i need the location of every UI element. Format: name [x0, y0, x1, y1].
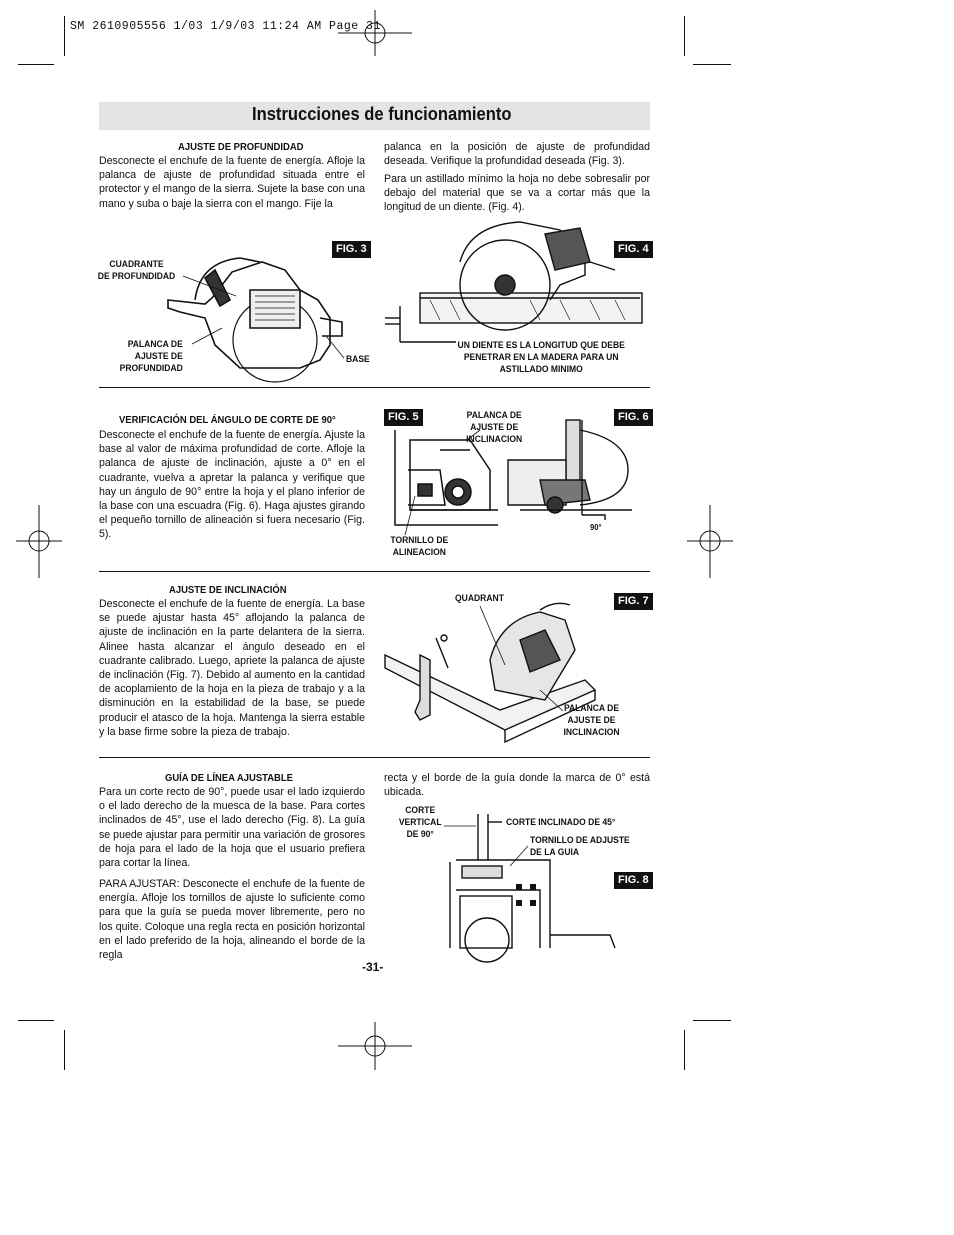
line-guide-text-right: recta y el borde de la guía donde la marca de 0° está ubicada.	[384, 772, 650, 799]
page-number: -31-	[362, 960, 384, 974]
fig8-label-vertical-cut: CORTE VERTICAL DE 90°	[398, 805, 442, 840]
heading-bevel-adjustment: AJUSTE DE INCLINACIÓN	[169, 584, 287, 596]
fig7-tag: FIG. 7	[614, 593, 653, 610]
print-slug: SM 2610905556 1/03 1/9/03 11:24 AM Page 31	[70, 20, 381, 33]
fig5-tag: FIG. 5	[384, 409, 423, 426]
fig3-tag: FIG. 3	[332, 241, 371, 258]
line-guide-text-2: PARA AJUSTAR: Desconecte el enchufe de la fuente de energía. Afloje los tornillos de ajuste lo suficiente como para que la guía se pueda mover libremente, pero no los quite. Coloque una regla recta en posición horizontal en el lado preferido de la hoja, alineando el borde de la regla	[99, 878, 365, 962]
depth-adjust-text-left: Desconecte el enchufe de la fuente de energía. Afloje la palanca de ajuste de profundidad situada entre el protector y el mango de la sierra. Sujete la base con una mano y suba o baje la sierra con el mango. Fije la	[99, 155, 365, 210]
fig7-label-quadrant: QUADRANT	[455, 593, 504, 604]
fig5-label-bevel-lever: PALANCA DE AJUSTE DE INCLINACION	[466, 410, 523, 445]
fig6-tag: FIG. 6	[614, 409, 653, 426]
fig4-label-one-tooth: UN DIENTE ES LA LONGITUD QUE DEBE PENETRAR EN LA MADERA PARA UN ASTILLADO MINIMO	[457, 340, 625, 375]
fig7-label-bevel-lever: PALANCA DE AJUSTE DE INCLINACION	[563, 703, 620, 738]
fig4-tag: FIG. 4	[614, 241, 653, 258]
90-check-text: Desconecte el enchufe de la fuente de energía. Ajuste la base al valor de máxima profundidad de corte. Afloje la palanca de ajuste de inclinación, ajuste a 0° en el cuadrante, vuelva a apretar la palanca y verifique que hay un ángulo de 90° entre la hoja y el plano inferior de la base con una escuadra (Fig. 6). Haga ajustes girando el pequeño tornillo de alineación si fuera necesario (Fig. 5).	[99, 429, 365, 541]
heading-90-check: VERIFICACIÓN DEL ÁNGULO DE CORTE DE 90°	[119, 414, 336, 426]
fig3-label-base: BASE	[346, 354, 370, 365]
fig3-label-quadrant: CUADRANTE DE PROFUNDIDAD	[97, 259, 176, 282]
fig8-label-guide-screw: TORNILLO DE ADJUSTE DE LA GUIA	[530, 835, 630, 858]
depth-adjust-text-right-2: Para un astillado mínimo la hoja no debe sobresalir por debajo del material que se va a cortar más que la longitud de un diente. (Fig. 4).	[384, 173, 650, 214]
fig5-label-alignment-screw: TORNILLO DE ALINEACION	[390, 535, 449, 558]
depth-adjust-text-right-1: palanca en la posición de ajuste de profundidad deseada. Verifique la profundidad deseada (Fig. 3).	[384, 141, 650, 168]
fig6-label-90-degrees: 90°	[590, 522, 602, 532]
fig3-label-depth-lever: PALANCA DE AJUSTE DE PROFUNDIDAD	[119, 339, 183, 374]
fig8-label-bevel-cut: CORTE INCLINADO DE 45°	[506, 817, 616, 828]
heading-depth-adjustment: AJUSTE DE PROFUNDIDAD	[178, 141, 304, 153]
fig8-tag: FIG. 8	[614, 872, 653, 889]
banner-title: Instrucciones de funcionamiento	[252, 104, 512, 124]
bevel-adjust-text: Desconecte el enchufe de la fuente de energía. La base se puede ajustar hasta 45° aflojando la palanca de ajuste de inclinación en la parte delantera de la sierra. Alinee hasta alcanzar el ángulo deseado en el cuadrante calibrado. Luego, apriete la palanca de ajuste de inclinación (Fig. 7). Debido al aumento en la cantidad de acoplamiento de la hoja en la pieza de trabajo y a la disminución en la estabilidad de la base, se puede producir el atasco de la hoja. Mantenga la sierra estable y la base firme sobre la pieza de trabajo.	[99, 598, 365, 738]
heading-line-guide: GUÍA DE LÍNEA AJUSTABLE	[165, 772, 293, 784]
line-guide-text-1: Para un corte recto de 90°, puede usar el lado izquierdo o el lado derecho de la muesca de la base. Para cortes inclinados de 45°, use el lado derecho (Fig. 8). La guía se puede ajustar para permitir una variación de grosores de hoja para el lado de la hoja que el usuario prefiera para cortar la línea.	[99, 786, 365, 870]
